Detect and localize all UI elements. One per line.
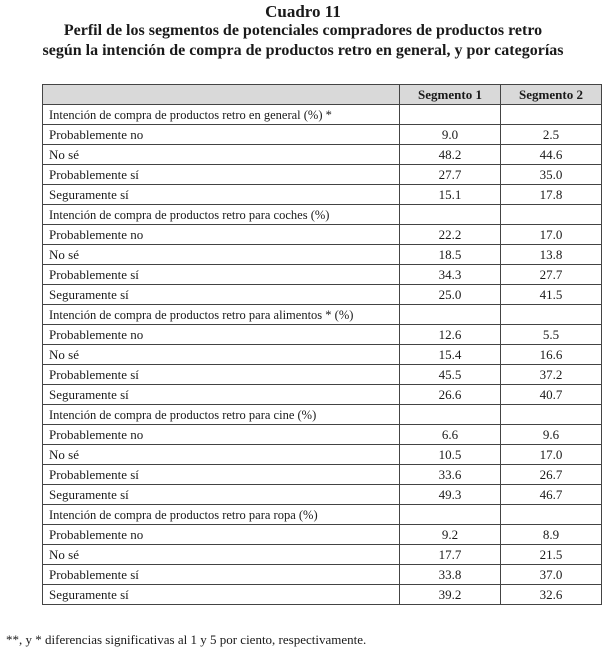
header-segmento-1: Segmento 1 bbox=[400, 85, 501, 105]
table-row bbox=[43, 185, 602, 205]
response-label: Probablemente sí bbox=[43, 265, 400, 285]
section-empty-cell bbox=[400, 205, 501, 225]
section-heading: Intención de compra de productos retro para cine (%) bbox=[43, 405, 400, 425]
segment-2-value: 37.2 bbox=[501, 365, 602, 385]
response-label: Probablemente sí bbox=[43, 565, 400, 585]
table-row bbox=[43, 285, 602, 305]
section-heading-row bbox=[43, 205, 602, 225]
section-empty-cell bbox=[400, 305, 501, 325]
significance-footnote: **, y * diferencias significativas al 1 y 5 por ciento, respectivamente. bbox=[6, 632, 367, 647]
table-row bbox=[43, 465, 602, 485]
segment-1-value: 18.5 bbox=[400, 245, 501, 265]
table-row bbox=[43, 345, 602, 365]
response-label: Probablemente no bbox=[43, 125, 400, 145]
segment-1-value: 15.4 bbox=[400, 345, 501, 365]
section-empty-cell bbox=[501, 105, 602, 125]
segment-2-value: 17.0 bbox=[501, 445, 602, 465]
segment-2-value: 5.5 bbox=[501, 325, 602, 345]
table-row bbox=[43, 165, 602, 185]
response-label: Seguramente sí bbox=[43, 385, 400, 405]
segment-2-value: 37.0 bbox=[501, 565, 602, 585]
table-body bbox=[43, 105, 602, 605]
response-label: No sé bbox=[43, 245, 400, 265]
segment-1-value: 22.2 bbox=[400, 225, 501, 245]
segment-2-value: 41.5 bbox=[501, 285, 602, 305]
response-label: Probablemente sí bbox=[43, 365, 400, 385]
section-heading-row bbox=[43, 305, 602, 325]
segment-1-value: 9.2 bbox=[400, 525, 501, 545]
segment-1-value: 10.5 bbox=[400, 445, 501, 465]
segment-2-value: 40.7 bbox=[501, 385, 602, 405]
segment-1-value: 26.6 bbox=[400, 385, 501, 405]
segment-1-value: 49.3 bbox=[400, 485, 501, 505]
table-row bbox=[43, 525, 602, 545]
table-row bbox=[43, 225, 602, 245]
segment-2-value: 44.6 bbox=[501, 145, 602, 165]
header-segmento-2: Segmento 2 bbox=[501, 85, 602, 105]
segment-1-value: 17.7 bbox=[400, 545, 501, 565]
section-heading: Intención de compra de productos retro para alimentos * (%) bbox=[43, 305, 400, 325]
response-label: No sé bbox=[43, 445, 400, 465]
response-label: No sé bbox=[43, 545, 400, 565]
segment-1-value: 33.6 bbox=[400, 465, 501, 485]
table-row bbox=[43, 485, 602, 505]
section-heading: Intención de compra de productos retro para coches (%) bbox=[43, 205, 400, 225]
table-caption-line-2: según la intención de compra de productos retro en general, y por categorías bbox=[42, 42, 564, 59]
header-corner-cell bbox=[43, 85, 400, 105]
section-heading: Intención de compra de productos retro en general (%) * bbox=[43, 105, 400, 125]
table-row bbox=[43, 145, 602, 165]
segment-2-value: 26.7 bbox=[501, 465, 602, 485]
segment-1-value: 6.6 bbox=[400, 425, 501, 445]
response-label: Seguramente sí bbox=[43, 285, 400, 305]
segment-2-value: 35.0 bbox=[501, 165, 602, 185]
section-empty-cell bbox=[501, 205, 602, 225]
segment-2-value: 27.7 bbox=[501, 265, 602, 285]
table-row bbox=[43, 425, 602, 445]
segment-profile-table bbox=[42, 84, 602, 605]
section-heading: Intención de compra de productos retro para ropa (%) bbox=[43, 505, 400, 525]
segment-1-value: 34.3 bbox=[400, 265, 501, 285]
table-row bbox=[43, 585, 602, 605]
response-label: Probablemente sí bbox=[43, 465, 400, 485]
response-label: Probablemente no bbox=[43, 225, 400, 245]
section-heading-row bbox=[43, 405, 602, 425]
response-label: Probablemente no bbox=[43, 525, 400, 545]
table-caption-line-1: Perfil de los segmentos de potenciales compradores de productos retro bbox=[63, 22, 543, 39]
segment-2-value: 16.6 bbox=[501, 345, 602, 365]
segment-1-value: 12.6 bbox=[400, 325, 501, 345]
response-label: Seguramente sí bbox=[43, 485, 400, 505]
segment-1-value: 27.7 bbox=[400, 165, 501, 185]
section-empty-cell bbox=[501, 505, 602, 525]
segment-1-value: 9.0 bbox=[400, 125, 501, 145]
segment-1-value: 45.5 bbox=[400, 365, 501, 385]
table-row bbox=[43, 125, 602, 145]
section-empty-cell bbox=[501, 305, 602, 325]
table-row bbox=[43, 365, 602, 385]
section-empty-cell bbox=[400, 105, 501, 125]
segment-1-value: 15.1 bbox=[400, 185, 501, 205]
segment-2-value: 13.8 bbox=[501, 245, 602, 265]
segment-2-value: 17.8 bbox=[501, 185, 602, 205]
response-label: Seguramente sí bbox=[43, 585, 400, 605]
segment-1-value: 39.2 bbox=[400, 585, 501, 605]
response-label: Probablemente no bbox=[43, 325, 400, 345]
section-empty-cell bbox=[501, 405, 602, 425]
table-row bbox=[43, 445, 602, 465]
table-row bbox=[43, 545, 602, 565]
table-header-row bbox=[43, 85, 602, 105]
segment-1-value: 48.2 bbox=[400, 145, 501, 165]
section-empty-cell bbox=[400, 405, 501, 425]
segment-2-value: 2.5 bbox=[501, 125, 602, 145]
response-label: No sé bbox=[43, 145, 400, 165]
table-row bbox=[43, 325, 602, 345]
table-row bbox=[43, 265, 602, 285]
segment-2-value: 46.7 bbox=[501, 485, 602, 505]
segment-1-value: 25.0 bbox=[400, 285, 501, 305]
response-label: No sé bbox=[43, 345, 400, 365]
response-label: Probablemente no bbox=[43, 425, 400, 445]
response-label: Seguramente sí bbox=[43, 185, 400, 205]
table-row bbox=[43, 385, 602, 405]
table-row bbox=[43, 245, 602, 265]
segment-2-value: 17.0 bbox=[501, 225, 602, 245]
segment-2-value: 21.5 bbox=[501, 545, 602, 565]
table-number-title: Cuadro 11 bbox=[265, 2, 341, 21]
section-heading-row bbox=[43, 505, 602, 525]
section-empty-cell bbox=[400, 505, 501, 525]
segment-2-value: 32.6 bbox=[501, 585, 602, 605]
section-heading-row bbox=[43, 105, 602, 125]
segment-1-value: 33.8 bbox=[400, 565, 501, 585]
response-label: Probablemente sí bbox=[43, 165, 400, 185]
table-row bbox=[43, 565, 602, 585]
segment-2-value: 9.6 bbox=[501, 425, 602, 445]
segment-2-value: 8.9 bbox=[501, 525, 602, 545]
